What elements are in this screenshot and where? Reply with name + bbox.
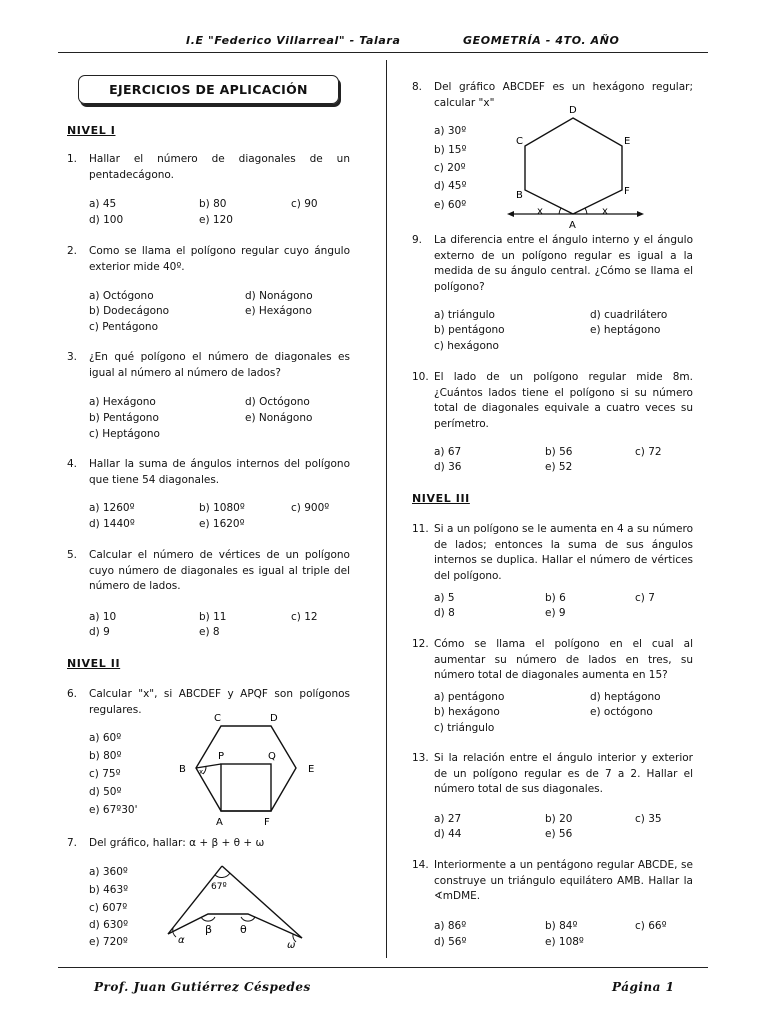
question-2	[67, 244, 350, 275]
theta-arc	[241, 917, 255, 921]
angle-67-arc	[215, 873, 230, 878]
option: c) 7	[635, 592, 655, 604]
question-12	[412, 637, 693, 684]
page-title: EJERCICIOS DE APLICACIÓN	[78, 75, 339, 104]
angle-x-arc	[203, 766, 206, 774]
question-text: Del gráfico, hallar: α + β + θ + ω	[89, 837, 265, 849]
option: b) 6	[545, 592, 566, 604]
option: a) 1260º	[89, 502, 135, 514]
x-arc-left	[559, 208, 561, 214]
option: a) Octógono	[89, 290, 154, 302]
option: c) Pentágono	[89, 321, 158, 333]
option: a) 360º	[89, 866, 128, 878]
option: d) heptágono	[590, 691, 661, 703]
question-1	[67, 152, 350, 183]
question-text: Interiormente a un pentágono regular ABCDE, se construye un triángulo equilátero AMB. Hallar la ∢mDME.	[434, 859, 693, 902]
option: c) 12	[291, 611, 318, 623]
label-b: B	[516, 190, 523, 201]
square-apqf	[221, 764, 271, 811]
figure-q8-hexagon	[505, 102, 655, 230]
arrow-right-icon	[637, 211, 644, 217]
option: e) 56	[545, 828, 573, 840]
option: d) 630º	[89, 919, 129, 931]
question-11	[412, 522, 693, 584]
alpha-arc	[173, 928, 176, 937]
option: b) Pentágono	[89, 412, 159, 424]
option: b) 15º	[434, 144, 467, 156]
label-d: D	[270, 713, 278, 724]
question-number: 14.	[412, 859, 429, 871]
option: e) 720º	[89, 936, 128, 948]
option: e) octógono	[590, 706, 653, 718]
question-text: Hallar la suma de ángulos internos del polígono que tiene 54 diagonales.	[89, 458, 350, 486]
beta-arc	[201, 917, 215, 921]
label-p: P	[218, 751, 225, 762]
question-text: Cómo se llama el polígono en el cual al aumentar su número de lados en tres, su número total de diagonales aumenta en 15?	[434, 638, 693, 681]
question-4	[67, 457, 350, 488]
option: a) 86º	[434, 920, 467, 932]
question-number: 11.	[412, 523, 429, 535]
option: b) 11	[199, 611, 227, 623]
x-label-right: x	[602, 206, 608, 217]
question-text: Hallar el número de diagonales de un pentadecágono.	[89, 153, 350, 181]
option: e) Hexágono	[245, 305, 312, 317]
question-number: 2.	[67, 245, 78, 257]
label-q: Q	[268, 751, 276, 762]
beta-label: β	[205, 923, 213, 936]
label-x: x	[199, 768, 204, 776]
option: a) 5	[434, 592, 455, 604]
question-number: 4.	[67, 458, 78, 470]
option: d) 50º	[89, 786, 122, 798]
option: a) 27	[434, 813, 462, 825]
theta-label: θ	[240, 923, 247, 936]
option: a) 10	[89, 611, 117, 623]
option: a) 67	[434, 446, 462, 458]
arrow-left-icon	[507, 211, 514, 217]
option: b) 80º	[89, 750, 122, 762]
x-label-left: x	[537, 206, 543, 217]
option: d) 56º	[434, 936, 467, 948]
question-number: 6.	[67, 688, 78, 700]
option: e) 1620º	[199, 518, 245, 530]
option: c) 35	[635, 813, 662, 825]
alpha-label: α	[178, 935, 185, 946]
question-5	[67, 548, 350, 595]
question-number: 8.	[412, 81, 423, 93]
option: d) cuadrilátero	[590, 309, 668, 321]
option: d) Nonágono	[245, 290, 313, 302]
x-arc-right	[585, 208, 587, 214]
question-number: 9.	[412, 234, 423, 246]
question-3	[67, 350, 350, 381]
question-7	[67, 836, 350, 852]
question-text: Si la relación entre el ángulo interior y exterior de un polígono regular es de 7 a 2. Hallar el número total de sus diagonales.	[434, 752, 693, 795]
level-heading-2: NIVEL II	[67, 657, 121, 670]
option: b) 20	[545, 813, 573, 825]
question-number: 5.	[67, 549, 78, 561]
option: d) 8	[434, 607, 455, 619]
option: e) heptágono	[590, 324, 661, 336]
option: e) 60º	[434, 199, 467, 211]
question-9	[412, 233, 693, 295]
option: a) pentágono	[434, 691, 505, 703]
question-number: 12.	[412, 638, 429, 650]
label-a: A	[216, 817, 223, 828]
option: c) 607º	[89, 902, 128, 914]
option: c) Heptágono	[89, 428, 160, 440]
label-f: F	[264, 817, 270, 828]
option: c) 75º	[89, 768, 121, 780]
angle-67-label: 67º	[211, 882, 227, 892]
option: d) Octógono	[245, 396, 310, 408]
question-13	[412, 751, 693, 798]
option: b) Dodecágono	[89, 305, 170, 317]
option: a) Hexágono	[89, 396, 156, 408]
line-left-ray	[168, 866, 222, 934]
option: e) 9	[545, 607, 566, 619]
question-10	[412, 370, 693, 432]
label-c: C	[214, 713, 221, 724]
option: d) 100	[89, 214, 124, 226]
column-divider	[386, 60, 387, 958]
footer-page-number: Página 1	[612, 980, 675, 994]
header-subject: GEOMETRÍA - 4TO. AÑO	[463, 34, 620, 47]
question-text: La diferencia entre el ángulo interno y el ángulo externo de un polígono regular es igual a la medida de su ángulo central. ¿Cómo se llama el polígono?	[434, 234, 693, 293]
question-text: Calcular el número de vértices de un polígono cuyo número de diagonales es igual al triple del número de lados.	[89, 549, 350, 592]
broken-line	[168, 914, 302, 938]
label-b: B	[179, 764, 186, 775]
option: d) 36	[434, 461, 462, 473]
figure-q6-hexagon	[176, 708, 346, 832]
option: a) 60º	[89, 732, 122, 744]
label-d: D	[569, 105, 577, 116]
option: a) 45	[89, 198, 117, 210]
question-text: El lado de un polígono regular mide 8m. ¿Cuántos lados tiene el polígono si su número total de diagonales equivale a cuatro veces su perímetro.	[434, 371, 693, 430]
line-right-ray	[222, 866, 302, 938]
option: b) 56	[545, 446, 573, 458]
option: c) hexágono	[434, 340, 499, 352]
option: e) 120	[199, 214, 233, 226]
option: e) Nonágono	[245, 412, 313, 424]
hexagon-abcdef	[196, 726, 296, 811]
option: c) 900º	[291, 502, 330, 514]
label-c: C	[516, 136, 523, 147]
option: e) 8	[199, 626, 220, 638]
option: c) 20º	[434, 162, 466, 174]
option: d) 1440º	[89, 518, 135, 530]
hexagon-abcdef	[525, 118, 622, 214]
option: a) 30º	[434, 125, 467, 137]
option: c) triángulo	[434, 722, 495, 734]
option: b) 463º	[89, 884, 129, 896]
label-f: F	[624, 186, 630, 197]
question-number: 7.	[67, 837, 78, 849]
level-heading-3: NIVEL III	[412, 492, 470, 505]
label-e: E	[624, 136, 631, 147]
label-e: E	[308, 764, 315, 775]
option: b) 1080º	[199, 502, 245, 514]
option: c) 66º	[635, 920, 667, 932]
question-number: 1.	[67, 153, 78, 165]
label-a: A	[569, 220, 576, 230]
option: d) 44	[434, 828, 462, 840]
option: e) 108º	[545, 936, 584, 948]
option: e) 52	[545, 461, 573, 473]
option: b) 84º	[545, 920, 578, 932]
option: e) 67º30'	[89, 804, 138, 816]
question-text: Calcular "x", si ABCDEF y APQF son polígonos regulares.	[89, 688, 350, 716]
level-heading-1: NIVEL I	[67, 124, 116, 137]
option: d) 45º	[434, 180, 467, 192]
question-14	[412, 858, 693, 905]
figure-q7-angles	[160, 862, 320, 952]
question-text: Del gráfico ABCDEF es un hexágono regular; calcular "x"	[434, 81, 693, 109]
option: b) pentágono	[434, 324, 505, 336]
header-school: I.E "Federico Villarreal" - Talara	[186, 34, 401, 47]
option: c) 90	[291, 198, 318, 210]
question-number: 13.	[412, 752, 429, 764]
question-text: Si a un polígono se le aumenta en 4 a su número de lados; entonces la suma de sus ángulos internos se duplica. Hallar el número de vértices del polígono.	[434, 523, 693, 582]
option: d) 9	[89, 626, 110, 638]
option: a) triángulo	[434, 309, 495, 321]
footer-author: Prof. Juan Gutiérrez Céspedes	[94, 980, 311, 994]
omega-label: ω	[287, 940, 296, 951]
question-number: 10.	[412, 371, 429, 383]
header-rule	[58, 52, 708, 53]
option: b) hexágono	[434, 706, 500, 718]
question-text: Como se llama el polígono regular cuyo ángulo exterior mide 40º.	[89, 245, 350, 273]
option: b) 80	[199, 198, 227, 210]
question-text: ¿En qué polígono el número de diagonales es igual al número al número de lados?	[89, 351, 350, 379]
option: c) 72	[635, 446, 662, 458]
question-number: 3.	[67, 351, 78, 363]
footer-rule	[58, 967, 708, 968]
